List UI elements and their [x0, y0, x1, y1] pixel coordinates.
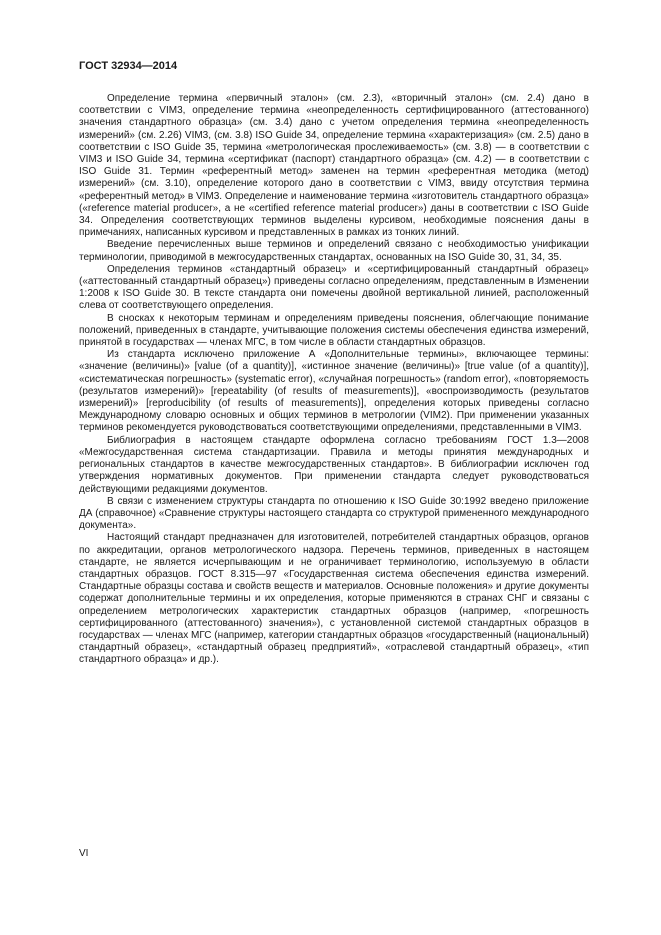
paragraph-footnotes: В сносках к некоторым терминам и определениям приведены пояснения, облегчающие понимание положений, приведенных в стандарте, учитывающие положения системы обеспечения единства измерений, принятой в государствах — членах МГС, в том числе в области стандартных образцов.: [79, 312, 589, 349]
paragraph-unification: Введение перечисленных выше терминов и определений связано с необходимостью унификации терминологии, приводимой в межгосударственных стандартах, основанных на ISO Guide 30, 31, 34, 35.: [79, 239, 589, 263]
paragraph-bibliography: Библиография в настоящем стандарте оформлена согласно требованиям ГОСТ 1.3—2008 «Межгосударственная система стандартизации. Правила и методы принятия международных и региональных стандартов в качестве межгосударственных стандартов». В библиографии исключен год утверждения нормативных документов. При применении стандарта следует руководствоваться действующими редакциями документов.: [79, 434, 589, 495]
paragraph-excluded-annex: Из стандарта исключено приложение А «Дополнительные термины», включающее термины: «значение (величины)» [value (of a quantity)], «истинное значение (величины)» [true value (of a quantity)], «систематическая погрешность» (systematic error), «случайная погрешность» (random error), «повторяемость (результатов измерений)» [repeatability (of results of measurements)], «воспроизводимость (результатов измерений)» [reproducibility (of results of measurements)], определения которых приведены согласно Международному словарю основных и общих терминов в метрологии (VIM2). При применении указанных терминов рекомендуется руководствоваться соответствующими определениями, представленными в VIM3.: [79, 349, 589, 434]
paragraph-annex-da: В связи с изменением структуры стандарта по отношению к ISO Guide 30:1992 введено приложение ДА (справочное) «Сравнение структуры настоящего стандарта со структурой примененного международного документа».: [79, 495, 589, 532]
paragraph-intended-audience: Настоящий стандарт предназначен для изготовителей, потребителей стандартных образцов, органов по аккредитации, органов метрологического надзора. Перечень терминов, приведенных в настоящем стандарте, не является исчерпывающим и не ограничивает терминологию, используемую в области стандартных образцов. ГОСТ 8.315—97 «Государственная система обеспечения единства измерений. Стандартные образцы состава и свойств веществ и материалов. Основные положения» и другие документы содержат дополнительные термины и их определения, которые применяются в странах СНГ и связаны с определением метрологических характеристик стандартных образцов (например, «погрешность сертифицированного (аттестованного) значения»), с установленной системой стандартных образцов в государствах — членах МГС (например, категории стандартных образцов «государственный (национальный) стандартный образец», «стандартный образец предприятий», «отраслевой стандартный образец», «тип стандартного образца» и др.).: [79, 532, 589, 666]
page-number: VI: [79, 848, 89, 859]
paragraph-reference-material-definitions: Определения терминов «стандартный образец» и «сертифицированный стандартный образец» («аттестованный стандартный образец») приведены согласно определениям, представленным в Изменении 1:2008 к ISO Guide 30. В тексте стандарта они помечены двойной вертикальной линией, расположенный слева от соответствующего определения.: [79, 263, 589, 312]
document-body: [79, 93, 589, 667]
paragraph-terms-definitions: Определение термина «первичный эталон» (см. 2.3), «вторичный эталон» (см. 2.4) дано в соответствии с VIM3, определение термина «неопределенность сертифицированного (аттестованного) значения стандартного образца» (см. 3.4) дано с учетом определения термина «неопределенность измерений» (см. 2.26) VIM3, (см. 3.8) ISO Guide 34, определение термина «характеризация» (см. 2.5) дано в соответствии с ISO Guide 35, термина «метрологическая прослеживаемость» (см. 3.8) — в соответствии с VIM3 и ISO Guide 34, термина «сертификат (паспорт) стандартного образца» (см. 4.2) — в соответствии с ISO Guide 31. Термин «референтный метод» заменен на термин «референтная методика (метод) измерений» (см. 3.10), определение которого дано в соответствии с VIM3, ввиду отсутствия термина «референтный метод» в VIM3. Определение и наименование термина «изготовитель стандартного образца» («reference material producer», а не «certified reference material producer») даны в соответствии с ISO Guide 34. Определения соответствующих терминов выделены курсивом, необходимые пояснения даны в примечаниях, написанных курсивом и представленных в рамках из тонких линий.: [79, 93, 589, 239]
document-header: ГОСТ 32934—2014: [79, 60, 178, 72]
